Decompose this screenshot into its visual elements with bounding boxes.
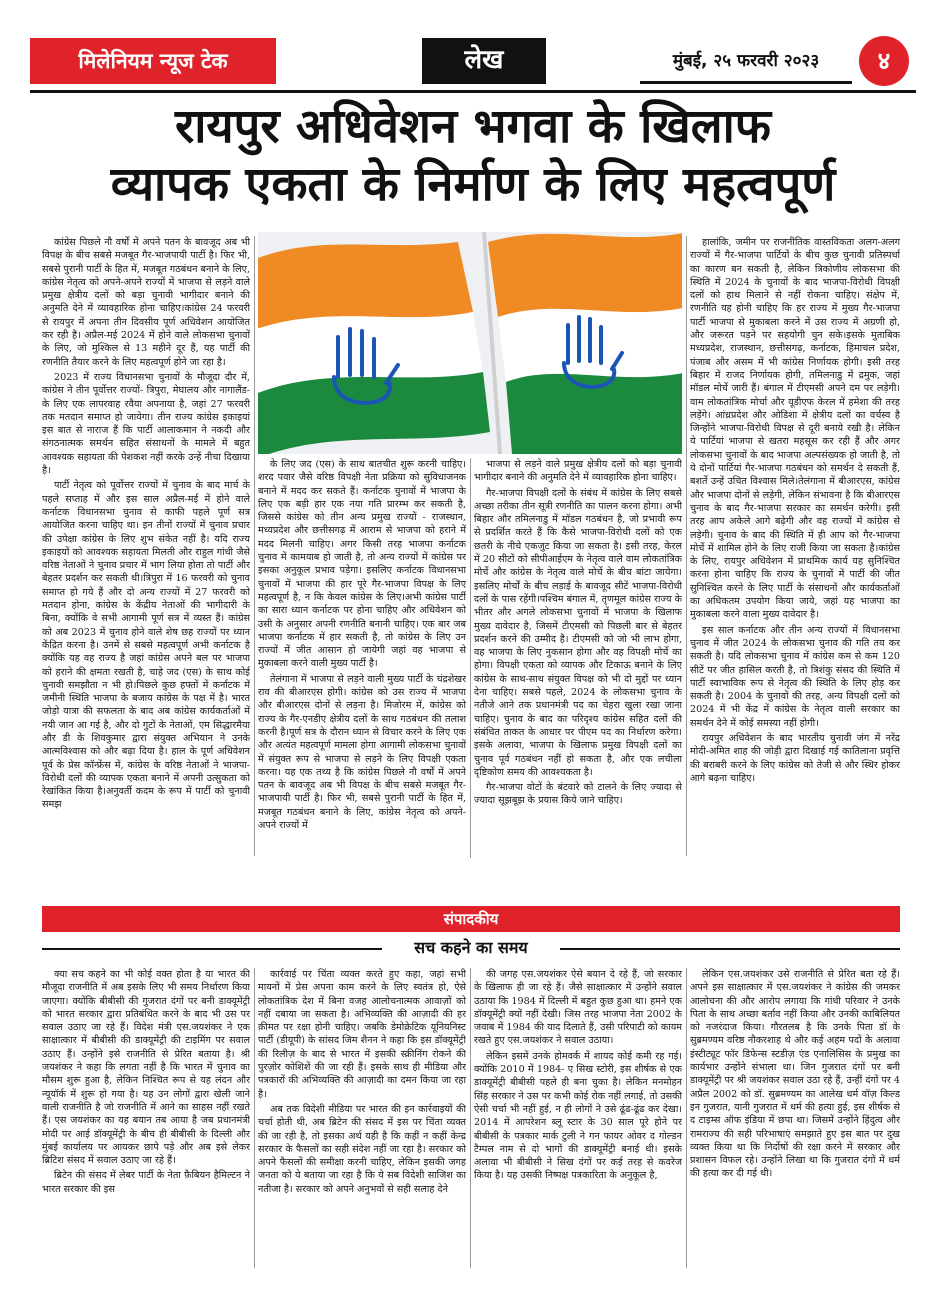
article-column-4 (690, 236, 900, 856)
article-paragraph: पार्टी नेतृत्व को पूर्वोत्तर राज्यों में चुनाव के बाद मार्च के पहले सप्ताह में और इस साल अप्रैल-मई में होने वाले कर्नाटक विधानसभा चुनाव से काफी पहले पूर्ण सत्र आयोजित करना चाहिए था। इन तीनों राज्यों में चुनाव प्रचार की उपेक्षा कांग्रेस के लिए शुभ संकेत नहीं है। यदि राज्य इकाइयों को आवश्यक सहायता मिलती और राहुल गांधी जैसे वरिष्ठ नेताओं ने चुनाव प्रचार में भाग लिया होता तो पार्टी और बेहतर प्रदर्शन कर सकती थी।त्रिपुरा में 16 फरवरी को चुनाव समाप्त हो गये हैं और दो अन्य राज्यों में 27 फरवरी को मतदान होना, कांग्रेस के केंद्रीय नेताओं की भागीदारी के बिना, क्योंकि वे सभी आगामी पूर्ण सत्र में व्यस्त हैं। कांग्रेस को अब 2023 में चुनाव होने वाले शेष छह राज्यों पर ध्यान केंद्रित करना है। उनमें से सबसे महत्वपूर्ण अभी कर्नाटक है क्योंकि यह वह राज्य है जहां कांग्रेस अपने बल पर भाजपा को हराने की क्षमता रखती है, चाहे जद (एस) के साथ कोई चुनावी समझौता न भी हो।पिछले कुछ हफ्तों में कर्नाटक में जमीनी स्थिति भाजपा के बजाय कांग्रेस के पक्ष में है। भारत जोड़ो यात्रा की सफलता के बाद अब कांग्रेस कार्यकर्ताओं में नयी जान आ गई है, और दो गुटों के नेताओं, एम सिद्धारमैया और डी के शिवकुमार द्वारा संयुक्त अभियान ने उनके आत्मविश्वास को और बढ़ा दिया है। हाल के पूर्ण अधिवेशन पूर्व के प्रेस कॉन्फ्रेंस में, कांग्रेस के वरिष्ठ नेताओं ने भाजपा-विरोधी दलों की व्यापक एकता बनाने में अपनी उत्सुकता को रेखांकित किया है।अनुवर्ती कदम के रूप में पार्टी को चुनावी समझ (42, 480, 250, 811)
page-number: ४ (859, 36, 909, 86)
top-divider (30, 90, 916, 93)
article-paragraph: रायपुर अधिवेशन के बाद भारतीय चुनावी जंग में नरेंद्र मोदी-अमित शाह की जोड़ी द्वारा दिखाई गई कातिलाना प्रवृत्ति की बराबरी करने के लिए कांग्रेस को तेजी से और स्थिर होकर आगे बढ़ना चाहिए। (690, 732, 900, 784)
article-paragraph: भाजपा से लड़ने वाले प्रमुख क्षेत्रीय दलों को बड़ा चुनावी भागीदार बनाने की अनुमति देने में व्यावहारिक होना चाहिए। (474, 459, 682, 484)
editorial-column-1 (42, 968, 250, 1268)
article-paragraph: 2023 में राज्य विधानसभा चुनावों के मौजूदा दौर में, कांग्रेस ने तीन पूर्वोत्तर राज्यों- त्रिपुरा, मेघालय और नागालैंड- के लिए एक लापरवाह रवैया अपनाया है, जहां 27 फरवरी तक मतदान समाप्त हो जायेगा। तीन राज्य कांग्रेस इकाइयां इस बात से नाराज हैं कि पार्टी आलाकमान ने नकदी और संगठनात्मक समर्थन सहित संसाधनों के मामले में बहुत आवश्यक सहायता की पेशकश नहीं करके उन्हें नीचा दिखाया है। (42, 371, 250, 477)
editorial-paragraph: कार्रवाई पर चिंता व्यक्त करते हुए कहा, जहां सभी मायनों में प्रेस अपना काम करने के लिए स्वतंत्र हो, ऐसे लोकतांत्रिक देश में बिना वजह आलोचनात्मक आवाज़ों को नहीं दबाया जा सकता है। अभिव्यक्ति की आज़ादी की हर क़ीमत पर रक्षा होनी चाहिए। जबकि डेमोक्रेटिक यूनियनिस्ट पार्टी (डीयूपी) के सांसद जिम शैनन ने कहा कि इस डॉक्यूमेंट्री की रिलीज़ के बाद से भारत में इसकी स्क्रीनिंग रोकने की पुरज़ोर कोशिशें की जा रही हैं। इसके साथ ही मीडिया और पत्रकारों की अभिव्यक्ति की आज़ादी का दमन किया जा रहा है। (258, 969, 466, 1100)
editorial-paragraph: लेकिन इसमें उनके होमवर्क में शायद कोई कमी रह गई। क्योंकि 2010 में 1984- ए सिख स्टोरी, इस शीर्षक से एक डाक्यूमेंट्री बीबीसी पहले ही बना चुका है। लेकिन मनमोहन सिंह सरकार ने उस पर कभी कोई रोक नहीं लगाई, तो उसकी ऐसी चर्चा भी नहीं हुई, न ही लोगों ने उसे ढूंढ-ढूंढ कर देखा। 2014 में आपरेशन ब्लू स्टार के 30 साल पूरे होने पर बीबीसी के पत्रकार मार्क टुली ने गन फायर ओवर द गोल्डन टैम्पल नाम से दो भागों की डाक्यूमेंट्री बनाई थी। इसके अलावा भी बीबीसी ने सिख दंगों पर कई तरह से कवरेज किया है। यह उसकी निष्पक्ष पत्रकारिता के अनुकूल है, (474, 1050, 682, 1182)
editorial-paragraph: ब्रिटेन की संसद में लेबर पार्टी के नेता फ़ैबियन हैमिल्टन ने भारत सरकार की इस (42, 1170, 250, 1195)
article-paragraph: गैर-भाजपा वोटों के बंटवारे को टालने के लिए ज्यादा से ज्यादा सूझबूझ के प्रयास किये जाने चाहिए। (474, 782, 682, 807)
masthead (30, 30, 916, 90)
column-divider (470, 458, 471, 858)
editorial-paragraph: लेकिन एस.जयशंकर उसे राजनीति से प्रेरित बता रहे हैं।अपने इस साक्षात्कार में एस.जयशंकर ने कांग्रेस की जमकर आलोचना की और आरोप लगाया कि गांधी परिवार ने उनके पिता के साथ अच्छा बर्ताव नहीं किया और उनकी काबिलियत को नजरंदाज किया। गौरतलब है कि उनके पिता डॉ के सुब्रमण्यम वरिष्ठ नौकरशाह थे और कई अहम पदों के अलावा इंस्टीट्यूट फॉर डिफेन्स स्टडीज़ एंड एनालिसिस के प्रमुख का कार्यभार उन्होंने संभाला था। जिन गुजरात दंगों पर बनी डाक्यूमेंट्री पर श्री जयशंकर सवाल उठा रहे हैं, उन्हीं दंगों पर 4 अप्रैल 2002 को डॉ. सुब्रमण्यम का आलेख धर्म वॉज़ किल्ड इन गुजरात, यानी गुजरात में धर्म की हत्या हुई, इस शीर्षक से द टाइम्स ऑफ इंडिया में छपा था। जिसमें उन्होंने हिंदुत्व और रामराज्य की सही परिभाषाएं समझाते हुए इस बात पर दुख व्यक्त किया था कि निर्दोषों की रक्षा करने में सरकार और प्रशासन विफल रहे। उन्होंने लिखा था कि गुजरात दंगों में धर्म की हत्या कर दी गई थी। (690, 969, 900, 1180)
congress-flags-photo (258, 232, 682, 454)
article-column-2 (258, 458, 466, 858)
article-column-3 (474, 458, 682, 858)
column-divider (254, 236, 255, 856)
article-paragraph: कांग्रेस पिछले नौ वर्षों में अपने पतन के बावजूद अब भी विपक्ष के बीच सबसे मजबूत गैर-भाजपायी पार्टी है। फिर भी, सबसे पुरानी पार्टी के हित में, मजबूत गठबंधन बनाने के लिए, कांग्रेस नेतृत्व को अपने-अपने राज्यों में भाजपा से लड़ने वाले प्रमुख क्षेत्रीय दलों को बड़ा चुनावी भागीदार बनाने की अनुमति देने में व्यावहारिक होना चाहिए।कांग्रेस 24 फरवरी से रायपुर में अपना तीन दिवसीय पूर्ण अधिवेशन आयोजित कर रही है। अप्रैल-मई 2024 में होने वाले लोकसभा चुनावों के लिए, जो मुश्किल से 13 महीने दूर हैं, यह पार्टी की रणनीति तैयार करने के लिए महत्वपूर्ण होने जा रहा है। (42, 237, 250, 368)
article-paragraph: के लिए जद (एस) के साथ बातचीत शुरू करनी चाहिए। शरद पवार जैसे वरिष्ठ विपक्षी नेता प्रक्रिया को सुविधाजनक बनाने में मदद कर सकते हैं। कर्नाटक चुनावों में भाजपा के लिए एक बड़ी हार एक नया गति प्रारम्भ कर सकती है, जिससे कांग्रेस को तीन अन्य प्रमुख राज्यों - राजस्थान, मध्यप्रदेश और छत्तीसगढ़ में आराम से भाजपा को हराने में मदद मिलनी चाहिए। अगर किसी तरह भाजपा कर्नाटक चुनाव में कामयाब हो जाती है, तो अन्य राज्यों में कांग्रेस पर इसका अनुकूल प्रभाव पड़ेगा। इसलिए कर्नाटक विधानसभा चुनावों में भाजपा की हार पूरे गैर-भाजपा विपक्ष के लिए महत्वपूर्ण है, न कि केवल कांग्रेस के लिए।अभी कांग्रेस पार्टी का सारा ध्यान कर्नाटक पर होना चाहिए और अधिवेशन को उसी के अनुसार अपनी रणनीति बनानी चाहिए। एक बार जब भाजपा कर्नाटक में हार सकती है, तो कांग्रेस के लिए उन राज्यों में जीत आसान हो जायेगी जहां वह भाजपा से मुकाबला करने वाली मुख्य पार्टी है। (258, 459, 466, 670)
editorial-band (42, 906, 900, 932)
page-headline (30, 98, 916, 214)
section-tag: लेख (422, 38, 546, 84)
editorial-paragraph: अब तक विदेशी मीडिया पर भारत की इन कार्रवाइयों की चर्चा होती थी, अब ब्रिटेन की संसद में इस पर चिंता व्यक्त की जा रही है, तो इसका अर्थ यही है कि कहीं न कहीं केन्द्र सरकार के फैसलों का सही संदेश नहीं जा रहा है। सरकार को अपने फैसलों की समीक्षा करनी चाहिए, लेकिन इसकी जगह जनता को ये बताया जा रहा है कि ये सब विदेशी साजिश का नतीजा है। सरकार को अपने अनुभवों से सही सलाह देने (258, 1103, 466, 1195)
article-paragraph: गैर-भाजपा विपक्षी दलों के संबंध में कांग्रेस के लिए सबसे अच्छा तरीका तीन सूत्री रणनीति का पालन करना होगा। अभी बिहार और तमिलनाडु में मॉडल गठबंधन है, जो प्रभावी रूप से प्रदर्शित करते हैं कि कैसे भाजपा-विरोधी दलों को एक छतरी के नीचे एकजुट किया जा सकता है। इसी तरह, केरल में 20 सीटों को सीपीआईएम के नेतृत्व वाले वाम लोकतांत्रिक मोर्चे और कांग्रेस के नेतृत्व वाले मोर्चे के बीच बांटा जायेगा। इसलिए मोर्चों के बीच लड़ाई के बावजूद सीटें भाजपा-विरोधी दलों के पास रहेंगी।पश्चिम बंगाल में, तृणमूल कांग्रेस राज्य के भीतर और अगले लोकसभा चुनावों में भाजपा के खिलाफ मुख्य दावेदार है, जिसमें टीएमसी को पिछली बार से बेहतर प्रदर्शन करने की उम्मीद है। टीएमसी को जो भी लाभ होगा, वह भाजपा के लिए नुकसान होगा और वह विपक्षी मोर्चे का होगा। विपक्षी एकता को व्यापक और टिकाऊ बनाने के लिए कांग्रेस के साथ-साथ संयुक्त विपक्ष को भी दो मुद्दों पर ध्यान देना चाहिए। सबसे पहले, 2024 के लोकसभा चुनाव के नतीजे आने तक प्रधानमंत्री पद का चेहरा खुला रखा जाना चाहिए। चुनाव के बाद का परिदृश्य कांग्रेस सहित दलों की संबंधित ताकत के आधार पर पीएम पद का निर्धारण करेगा। इसके अलावा, भाजपा के खिलाफ प्रमुख विपक्षी दलों का चुनाव पूर्व गठबंधन नहीं हो सकता है, और एक लचीला दृष्टिकोण समय की आवश्यकता है। (474, 487, 682, 778)
editorial-column-2 (258, 968, 466, 1268)
editorial-paragraph: की जगह एस.जयशंकर ऐसे बयान दे रहे हैं, जो सरकार के खिलाफ ही जा रहे हैं। जैसे साक्षात्कार में उन्होंने सवाल उठाया कि 1984 में दिल्ली में बहुत कुछ हुआ था। हमने एक डॉक्यूमेंट्री क्यों नहीं देखी। जिस तरह भाजपा नेता 2002 के जवाब में 1984 की याद दिलाते हैं, उसी परिपाटी को कायम रखते हुए एस.जयशंकर ने सवाल उठाया। (474, 969, 682, 1047)
headline-line-1: रायपुर अधिवेशन भगवा के खिलाफ (175, 99, 771, 154)
article-paragraph: हालांकि, जमीन पर राजनीतिक वास्तविकता अलग-अलग राज्यों में गैर-भाजपा पार्टियों के बीच कुछ चुनावी प्रतिस्पर्धा का कारण बन सकती है, लेकिन त्रिकोणीय लोकसभा की स्थिति में 2024 के चुनावों के बाद भाजपा-विरोधी विपक्षी दलों को हाथ मिलाने से नहीं रोकना चाहिए। संक्षेप में, रणनीति यह होनी चाहिए कि हर राज्य में मुख्य गैर-भाजपा पार्टी भाजपा से मुकाबला करने में उस राज्य में अग्रणी हो, और जरूरत पड़ने पर सहयोगी चुन सके।इसके मुताबिक मध्यप्रदेश, राजस्थान, छत्तीसगढ़, कर्नाटक, हिमाचल प्रदेश, पंजाब और असम में भी कांग्रेस निर्णायक होगी। इसी तरह बिहार में राजद निर्णायक होगी, तमिलनाडु में द्रमुक, जहां मॉडल मोर्चे जारी हैं। बंगाल में टीएमसी अपने दम पर लड़ेगी। वाम लोकतांत्रिक मोर्चा और यूडीएफ केरल में हमेशा की तरह लड़ेंगे। आंध्रप्रदेश और ओडिशा में क्षेत्रीय दलों का वर्चस्व है जिन्होंने भाजपा-विरोधी विपक्ष से दूरी बनाये रखी है। लेकिन ये पार्टियां भाजपा से खतरा महसूस कर रही हैं और अगर लोकसभा चुनावों के बाद भाजपा अल्पसंख्यक हो जाती है, तो ये दोनों पार्टियां गैर-भाजपा गठबंधन को समर्थन दे सकती हैं, बशर्ते उन्हें उचित विश्वास मिले।तेलंगाना में बीआरएस, कांग्रेस और भाजपा दोनों से लड़ेगी, लेकिन संभावना है कि बीआरएस चुनाव के बाद गैर-भाजपा सरकार का समर्थन करेगी। इसी तरह आप अकेले आगे बढ़ेगी और वह राज्यों में कांग्रेस से लड़ेगी। चुनाव के बाद की स्थिति में ही आप को गैर-भाजपा मोर्चे में शामिल होने के लिए राजी किया जा सकता है।कांग्रेस के लिए, रायपुर अधिवेशन में प्राथमिक कार्य यह सुनिश्चित करना होना चाहिए कि राज्य के चुनावों में पार्टी की जीत सुनिश्चित करने के लिए पार्टी के संसाधनों और कार्यकर्ताओं का अधिकतम उपयोग किया जाये, जहां यह भाजपा का मुकाबला करने वाला मुख्य दावेदार है। (690, 237, 900, 621)
editorial-label: संपादकीय (443, 910, 499, 928)
column-divider (470, 968, 471, 1268)
dateline: मुंबई, २५ फरवरी २०२३ (640, 38, 852, 84)
column-divider (686, 236, 687, 856)
editorial-column-3 (474, 968, 682, 1268)
column-divider (254, 968, 255, 1268)
brand-name: मिलेनियम न्यूज टेक (30, 38, 276, 84)
column-divider (686, 968, 687, 1268)
headline-line-2: व्यापक एकता के निर्माण के लिए महत्वपूर्ण (110, 157, 836, 212)
editorial-paragraph: क्या सच कहने का भी कोई वक्त होता है या भारत की मौजूदा राजनीति में अब इसके लिए भी समय निर्धारण किया जाएगा। क्योंकि बीबीसी की गुजरात दंगों पर बनी डाक्यूमेंट्री को भारत सरकार द्वारा प्रतिबंधित करने के बाद भी उस पर सवाल उठाए जा रहे हैं। विदेश मंत्री एस.जयशंकर ने एक साक्षात्कार में बीबीसी की डाक्यूमेंट्री की टाइमिंग पर सवाल उठाए हैं। उन्होंने इसे राजनीति से प्रेरित बताया है। श्री जयशंकर ने कहा कि लगता नहीं है कि भारत में चुनाव का मौसम शुरू हुआ है, लेकिन निश्चित रूप से यह लंदन और न्यूयॉर्क में शुरू हो गया है। यह उन लोगों द्वारा खेली जाने वाली राजनीति है जो राजनीति में आने का साहस नहीं रखते हैं। एस जयशंकर का यह बयान तब आया है जब प्रधानमंत्री मोदी पर आई डॉक्यूमेंट्री के बीच ही बीबीसी के दिल्ली और मुंबई कार्यालय पर आयकर छापे पड़े और अब इसे लेकर ब्रिटिश संसद में सवाल उठाए जा रहे हैं। (42, 969, 250, 1167)
flag-illustration (258, 232, 682, 454)
editorial-column-4 (690, 968, 900, 1268)
editorial-title: सच कहने का समय (414, 938, 528, 957)
article-paragraph: तेलंगाना में भाजपा से लड़ने वाली मुख्य पार्टी के चंद्रशेखर राव की बीआरएस होगी। कांग्रेस को उस राज्य में भाजपा और बीआरएस दोनों से लड़ना है। मिजोरम में, कांग्रेस को राज्य के गैर-एनडीए क्षेत्रीय दलों के साथ गठबंधन की तलाश करनी है।पूर्ण सत्र के दौरान ध्यान से विचार करने के लिए एक और अत्यंत महत्वपूर्ण मामला होगा आगामी लोकसभा चुनावों में संयुक्त रूप से भाजपा से लड़ने के लिए विपक्षी एकता करना। यह एक तथ्य है कि कांग्रेस पिछले नौ वर्षों में अपने पतन के बावजूद अब भी विपक्ष के बीच सबसे मजबूत गैर-भाजपायी पार्टी है। फिर भी, सबसे पुरानी पार्टी के हित में, मजबूत गठबंधन बनाने के लिए, कांग्रेस नेतृत्व को अपने-अपने राज्यों में (258, 673, 466, 832)
article-column-1 (42, 236, 250, 856)
article-paragraph: इस साल कर्नाटक और तीन अन्य राज्यों में विधानसभा चुनाव में जीत 2024 के लोकसभा चुनाव की गति तय कर सकती है। यदि लोकसभा चुनाव में कांग्रेस कम से कम 120 सीटें पर जीत हासिल करती है, तो त्रिशंकु संसद की स्थिति में पार्टी स्वाभाविक रूप से नेतृत्व की स्थिति के लिए होड़ कर सकती है। 2004 के चुनावों की तरह, अन्य विपक्षी दलों को 2024 में भी केंद्र में कांग्रेस के नेतृत्व वाली सरकार का समर्थन देने में कोई समस्या नहीं होगी। (690, 624, 900, 729)
